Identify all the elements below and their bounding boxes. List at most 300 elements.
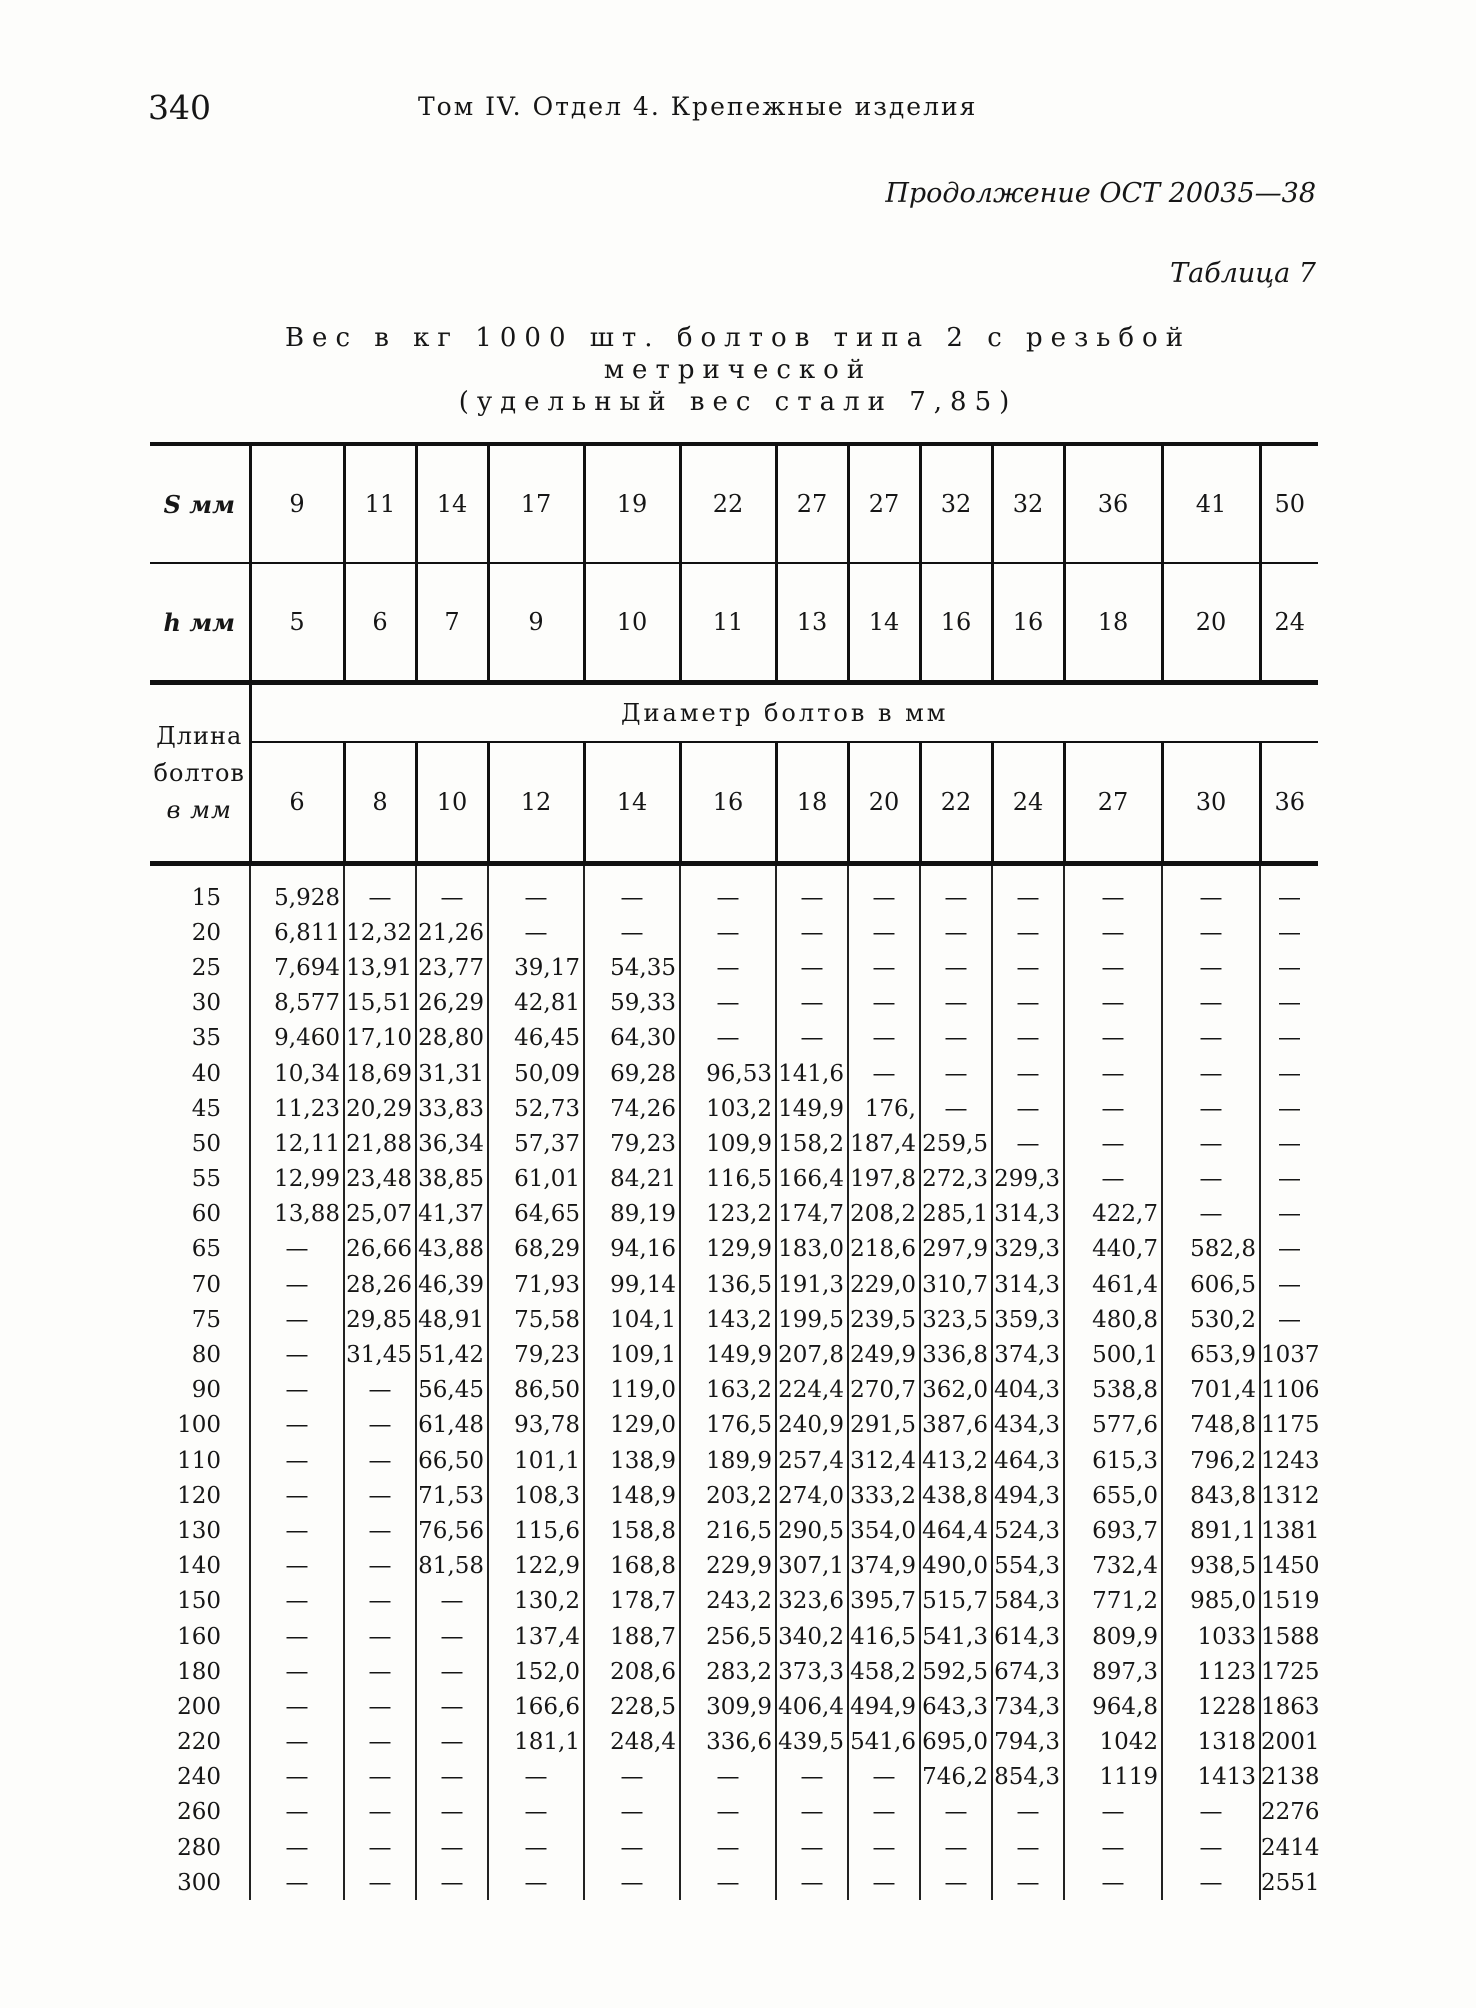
weight-cell: — [584, 1760, 680, 1795]
weight-cell: — [680, 1830, 776, 1865]
weight-cell: 208,6 [584, 1654, 680, 1689]
weight-cell: — [1260, 1302, 1318, 1337]
weight-cell: — [776, 1830, 848, 1865]
weight-cell: 964,8 [1064, 1689, 1162, 1724]
weight-cell: — [344, 1478, 416, 1513]
weight-cell: 897,3 [1064, 1654, 1162, 1689]
weight-cell: — [416, 1725, 488, 1760]
weight-cell: 2276 [1260, 1795, 1318, 1830]
weight-cell: — [848, 864, 920, 916]
h-value-cell: 24 [1260, 563, 1318, 683]
length-cell: 180 [177, 1658, 221, 1685]
weight-cell: — [920, 986, 992, 1021]
s-value-cell: 41 [1162, 446, 1260, 563]
weight-cell: — [680, 1021, 776, 1056]
weight-cell: 174,7 [776, 1197, 848, 1232]
table-row [150, 915, 1318, 950]
weight-cell: 274,0 [776, 1478, 848, 1513]
weight-cell: — [1260, 1162, 1318, 1197]
weight-cell: 464,4 [920, 1513, 992, 1548]
weight-cell: 136,5 [680, 1267, 776, 1302]
weight-cell: — [488, 915, 584, 950]
weight-cell: 1725 [1260, 1654, 1318, 1689]
weight-cell: 168,8 [584, 1549, 680, 1584]
weight-cell: — [992, 1795, 1064, 1830]
weight-cell: 176,5 [680, 1408, 776, 1443]
length-cell: 70 [191, 1271, 221, 1298]
weight-cell: 530,2 [1162, 1302, 1260, 1337]
weight-cell: 406,4 [776, 1689, 848, 1724]
weight-cell: 494,9 [848, 1689, 920, 1724]
weight-cell: 732,4 [1064, 1549, 1162, 1584]
length-cell: 130 [177, 1517, 221, 1544]
weight-cell: 843,8 [1162, 1478, 1260, 1513]
weight-cell: 229,0 [848, 1267, 920, 1302]
s-value-cell: 27 [776, 446, 848, 563]
weight-cell: 584,3 [992, 1584, 1064, 1619]
weight-cell: 26,66 [344, 1232, 416, 1267]
weight-cell: 152,0 [488, 1654, 584, 1689]
weight-cell: — [776, 864, 848, 916]
weight-cell: — [992, 1021, 1064, 1056]
h-row [150, 563, 1318, 683]
weight-cell: 69,28 [584, 1056, 680, 1091]
weight-cell: — [250, 1760, 344, 1795]
table-row [150, 1619, 1318, 1654]
diameter-cell: 12 [488, 742, 584, 864]
s-value-cell: 17 [488, 446, 584, 563]
weight-cell: 218,6 [848, 1232, 920, 1267]
weight-cell: — [250, 1373, 344, 1408]
weight-cell: — [416, 1830, 488, 1865]
weight-cell: — [1064, 1056, 1162, 1091]
weight-cell: 577,6 [1064, 1408, 1162, 1443]
data-rows [150, 864, 1318, 1901]
diameter-cell: 22 [920, 742, 992, 864]
weight-cell: — [1064, 1162, 1162, 1197]
table-title [150, 322, 1326, 418]
s-value-cell: 50 [1260, 446, 1318, 563]
s-value-cell: 9 [250, 446, 344, 563]
diameter-row [150, 742, 1318, 864]
weight-cell: 197,8 [848, 1162, 920, 1197]
weight-cell: — [344, 1830, 416, 1865]
weight-cell: 148,9 [584, 1478, 680, 1513]
weight-cell: — [344, 1513, 416, 1548]
length-cell: 90 [191, 1377, 221, 1404]
weight-cell: 31,31 [416, 1056, 488, 1091]
weight-cell: — [1064, 950, 1162, 985]
diameter-cell: 27 [1064, 742, 1162, 864]
weight-cell: 891,1 [1162, 1513, 1260, 1548]
weight-cell: 25,07 [344, 1197, 416, 1232]
weight-cell: 10,34 [250, 1056, 344, 1091]
bolt-weight-table-container [150, 442, 1318, 1900]
weight-cell: 143,2 [680, 1302, 776, 1337]
weight-cell: 1228 [1162, 1689, 1260, 1724]
length-cell: 160 [177, 1623, 221, 1650]
weight-cell: — [1162, 1126, 1260, 1161]
length-label-line2: болтов [153, 758, 245, 787]
table-row [150, 1865, 1318, 1900]
weight-cell: — [992, 950, 1064, 985]
weight-cell: 404,3 [992, 1373, 1064, 1408]
weight-cell: 239,5 [848, 1302, 920, 1337]
s-value-cell: 36 [1064, 446, 1162, 563]
weight-cell: — [1260, 1021, 1318, 1056]
weight-cell: 17,10 [344, 1021, 416, 1056]
weight-cell: 56,45 [416, 1373, 488, 1408]
weight-cell: 108,3 [488, 1478, 584, 1513]
weight-cell: 373,3 [776, 1654, 848, 1689]
weight-cell: 86,50 [488, 1373, 584, 1408]
weight-cell: — [920, 1091, 992, 1126]
length-cell: 15 [191, 884, 221, 911]
s-value-cell: 19 [584, 446, 680, 563]
weight-cell: — [920, 864, 992, 916]
weight-cell: 606,5 [1162, 1267, 1260, 1302]
h-value-cell: 18 [1064, 563, 1162, 683]
weight-cell: — [250, 1408, 344, 1443]
weight-cell: 59,33 [584, 986, 680, 1021]
weight-cell: 458,2 [848, 1654, 920, 1689]
weight-cell: — [776, 1795, 848, 1830]
weight-cell: 129,9 [680, 1232, 776, 1267]
weight-cell: 312,4 [848, 1443, 920, 1478]
weight-cell: 12,11 [250, 1126, 344, 1161]
table-row [150, 1830, 1318, 1865]
weight-cell: 141,6 [776, 1056, 848, 1091]
s-value-cell: 14 [416, 446, 488, 563]
weight-cell: — [1162, 1056, 1260, 1091]
h-value-cell: 16 [920, 563, 992, 683]
weight-cell: 116,5 [680, 1162, 776, 1197]
weight-cell: 541,3 [920, 1619, 992, 1654]
weight-cell: 79,23 [488, 1337, 584, 1372]
length-cell: 50 [191, 1130, 221, 1157]
table-row [150, 1056, 1318, 1091]
weight-cell: 79,23 [584, 1126, 680, 1161]
weight-cell: 61,01 [488, 1162, 584, 1197]
weight-cell: 158,2 [776, 1126, 848, 1161]
weight-cell: 11,23 [250, 1091, 344, 1126]
weight-cell: 74,26 [584, 1091, 680, 1126]
table-row [150, 1373, 1318, 1408]
weight-cell: 18,69 [344, 1056, 416, 1091]
table-row [150, 950, 1318, 985]
weight-cell: 20,29 [344, 1091, 416, 1126]
bolt-weight-table [150, 442, 1318, 1900]
weight-cell: 29,85 [344, 1302, 416, 1337]
weight-cell: 615,3 [1064, 1443, 1162, 1478]
h-value-cell: 10 [584, 563, 680, 683]
weight-cell: — [680, 1795, 776, 1830]
weight-cell: — [776, 986, 848, 1021]
weight-cell: 71,53 [416, 1478, 488, 1513]
weight-cell: 41,37 [416, 1197, 488, 1232]
weight-cell: 75,58 [488, 1302, 584, 1337]
weight-cell: 9,460 [250, 1021, 344, 1056]
diameter-cell: 20 [848, 742, 920, 864]
weight-cell: — [344, 1760, 416, 1795]
weight-cell: 490,0 [920, 1549, 992, 1584]
weight-cell: — [992, 864, 1064, 916]
weight-cell: 1037 [1260, 1337, 1318, 1372]
weight-cell: — [776, 1021, 848, 1056]
weight-cell: 224,4 [776, 1373, 848, 1408]
table-row [150, 1443, 1318, 1478]
weight-cell: — [250, 1478, 344, 1513]
weight-cell: 99,14 [584, 1267, 680, 1302]
weight-cell: — [848, 1760, 920, 1795]
weight-cell: 541,6 [848, 1725, 920, 1760]
weight-cell: — [416, 1584, 488, 1619]
table-number: Таблица 7 [1170, 258, 1316, 289]
weight-cell: 57,37 [488, 1126, 584, 1161]
weight-cell: 695,0 [920, 1725, 992, 1760]
weight-cell: 12,99 [250, 1162, 344, 1197]
weight-cell: 413,2 [920, 1443, 992, 1478]
weight-cell: — [250, 1725, 344, 1760]
weight-cell: — [584, 915, 680, 950]
table-row [150, 1549, 1318, 1584]
weight-cell: 243,2 [680, 1584, 776, 1619]
table-row [150, 1197, 1318, 1232]
weight-cell: 21,26 [416, 915, 488, 950]
page-number: 340 [148, 88, 211, 127]
weight-cell: — [416, 1619, 488, 1654]
weight-cell: — [1162, 864, 1260, 916]
weight-cell: — [992, 1830, 1064, 1865]
weight-cell: — [920, 1830, 992, 1865]
weight-cell: — [1162, 915, 1260, 950]
weight-cell: — [1162, 1830, 1260, 1865]
h-value-cell: 9 [488, 563, 584, 683]
weight-cell: — [344, 1584, 416, 1619]
weight-cell: 439,5 [776, 1725, 848, 1760]
weight-cell: — [344, 1408, 416, 1443]
weight-cell: 166,4 [776, 1162, 848, 1197]
length-label [150, 683, 250, 864]
weight-cell: 340,2 [776, 1619, 848, 1654]
weight-cell: 464,3 [992, 1443, 1064, 1478]
weight-cell: 256,5 [680, 1619, 776, 1654]
table-row [150, 1408, 1318, 1443]
weight-cell: 270,7 [848, 1373, 920, 1408]
weight-cell: 123,2 [680, 1197, 776, 1232]
weight-cell: 188,7 [584, 1619, 680, 1654]
weight-cell: 500,1 [1064, 1337, 1162, 1372]
weight-cell: 1312 [1260, 1478, 1318, 1513]
weight-cell: 434,3 [992, 1408, 1064, 1443]
weight-cell: 109,9 [680, 1126, 776, 1161]
weight-cell: 582,8 [1162, 1232, 1260, 1267]
continuation-note: Продолжение ОСТ 20035—38 [885, 178, 1316, 209]
length-cell: 150 [177, 1588, 221, 1615]
weight-cell: 68,29 [488, 1232, 584, 1267]
weight-cell: — [250, 1302, 344, 1337]
weight-cell: 387,6 [920, 1408, 992, 1443]
weight-cell: 314,3 [992, 1267, 1064, 1302]
s-value-cell: 32 [920, 446, 992, 563]
h-value-cell: 6 [344, 563, 416, 683]
weight-cell: 138,9 [584, 1443, 680, 1478]
weight-cell: 13,91 [344, 950, 416, 985]
table-row [150, 1654, 1318, 1689]
weight-cell: 248,4 [584, 1725, 680, 1760]
weight-cell: 51,42 [416, 1337, 488, 1372]
weight-cell: 794,3 [992, 1725, 1064, 1760]
weight-cell: 655,0 [1064, 1478, 1162, 1513]
weight-cell: 440,7 [1064, 1232, 1162, 1267]
table-row [150, 1795, 1318, 1830]
weight-cell: — [250, 1830, 344, 1865]
weight-cell: 181,1 [488, 1725, 584, 1760]
weight-cell: — [848, 1830, 920, 1865]
table-row [150, 1513, 1318, 1548]
weight-cell: — [848, 1021, 920, 1056]
weight-cell: 1519 [1260, 1584, 1318, 1619]
length-cell: 80 [191, 1342, 221, 1369]
h-value-cell: 7 [416, 563, 488, 683]
weight-cell: — [344, 1689, 416, 1724]
table-row [150, 1725, 1318, 1760]
weight-cell: 2001 [1260, 1725, 1318, 1760]
weight-cell: — [416, 864, 488, 916]
diameter-cell: 8 [344, 742, 416, 864]
length-label-line1: Длина [156, 721, 243, 750]
weight-cell: — [250, 1267, 344, 1302]
weight-cell: 12,32 [344, 915, 416, 950]
table-row [150, 1689, 1318, 1724]
weight-cell: 207,8 [776, 1337, 848, 1372]
weight-cell: — [344, 1865, 416, 1900]
weight-cell: — [680, 1760, 776, 1795]
length-label-line3: в мм [166, 795, 232, 824]
weight-cell: — [776, 950, 848, 985]
weight-cell: — [920, 1795, 992, 1830]
weight-cell: — [344, 1619, 416, 1654]
weight-cell: 89,19 [584, 1197, 680, 1232]
weight-cell: 166,6 [488, 1689, 584, 1724]
weight-cell: — [250, 1584, 344, 1619]
weight-cell: — [250, 1654, 344, 1689]
weight-cell: 216,5 [680, 1513, 776, 1548]
weight-cell: — [1162, 1162, 1260, 1197]
weight-cell: — [584, 1865, 680, 1900]
length-cell: 110 [177, 1447, 221, 1474]
length-cell: 40 [191, 1060, 221, 1087]
table-title-line1: Вес в кг 1000 шт. болтов типа 2 с резьбой метрической [284, 323, 1192, 385]
weight-cell: — [1260, 950, 1318, 985]
weight-cell: — [584, 1795, 680, 1830]
weight-cell: 28,26 [344, 1267, 416, 1302]
s-row [150, 446, 1318, 563]
length-cell: 55 [191, 1166, 221, 1193]
weight-cell: 149,9 [680, 1337, 776, 1372]
weight-cell: 592,5 [920, 1654, 992, 1689]
weight-cell: 28,80 [416, 1021, 488, 1056]
length-cell: 280 [177, 1834, 221, 1861]
weight-cell: — [1260, 1091, 1318, 1126]
weight-cell: 39,17 [488, 950, 584, 985]
weight-cell: 31,45 [344, 1337, 416, 1372]
length-cell: 25 [191, 954, 221, 981]
weight-cell: 290,5 [776, 1513, 848, 1548]
weight-cell: — [848, 986, 920, 1021]
weight-cell: 176, [848, 1091, 920, 1126]
weight-cell: — [584, 864, 680, 916]
weight-cell: 249,9 [848, 1337, 920, 1372]
weight-cell: 480,8 [1064, 1302, 1162, 1337]
weight-cell: — [344, 1654, 416, 1689]
length-cell: 100 [177, 1412, 221, 1439]
table-row [150, 1302, 1318, 1337]
table-row [150, 1232, 1318, 1267]
length-cell: 300 [177, 1869, 221, 1896]
h-value-cell: 11 [680, 563, 776, 683]
weight-cell: 653,9 [1162, 1337, 1260, 1372]
weight-cell: 336,8 [920, 1337, 992, 1372]
weight-cell: — [848, 1865, 920, 1900]
weight-cell: 54,35 [584, 950, 680, 985]
weight-cell: 36,34 [416, 1126, 488, 1161]
weight-cell: 66,50 [416, 1443, 488, 1478]
weight-cell: 374,3 [992, 1337, 1064, 1372]
weight-cell: — [680, 864, 776, 916]
weight-cell: — [992, 986, 1064, 1021]
weight-cell: — [776, 915, 848, 950]
weight-cell: 1119 [1064, 1760, 1162, 1795]
weight-cell: — [416, 1689, 488, 1724]
weight-cell: — [1260, 1126, 1318, 1161]
weight-cell: — [920, 915, 992, 950]
weight-cell: 33,83 [416, 1091, 488, 1126]
weight-cell: — [920, 1021, 992, 1056]
length-cell: 35 [191, 1025, 221, 1052]
weight-cell: 15,51 [344, 986, 416, 1021]
weight-cell: 23,48 [344, 1162, 416, 1197]
weight-cell: — [488, 864, 584, 916]
h-label: h мм [150, 563, 250, 683]
weight-cell: 283,2 [680, 1654, 776, 1689]
weight-cell: 297,9 [920, 1232, 992, 1267]
weight-cell: 515,7 [920, 1584, 992, 1619]
diameter-cell: 30 [1162, 742, 1260, 864]
weight-cell: 48,91 [416, 1302, 488, 1337]
weight-cell: — [488, 1795, 584, 1830]
weight-cell: — [416, 1760, 488, 1795]
weight-cell: — [1162, 986, 1260, 1021]
weight-cell: 61,48 [416, 1408, 488, 1443]
weight-cell: 809,9 [1064, 1619, 1162, 1654]
s-value-cell: 32 [992, 446, 1064, 563]
weight-cell: 1863 [1260, 1689, 1318, 1724]
weight-cell: 2414 [1260, 1830, 1318, 1865]
weight-cell: — [1260, 1056, 1318, 1091]
weight-cell: 163,2 [680, 1373, 776, 1408]
weight-cell: 614,3 [992, 1619, 1064, 1654]
weight-cell: — [584, 1830, 680, 1865]
weight-cell: — [776, 1865, 848, 1900]
weight-cell: 71,93 [488, 1267, 584, 1302]
weight-cell: — [250, 1443, 344, 1478]
s-label: S мм [163, 489, 235, 519]
weight-cell: — [488, 1760, 584, 1795]
weight-cell: — [992, 915, 1064, 950]
weight-cell: 94,16 [584, 1232, 680, 1267]
table-row [150, 864, 1318, 916]
